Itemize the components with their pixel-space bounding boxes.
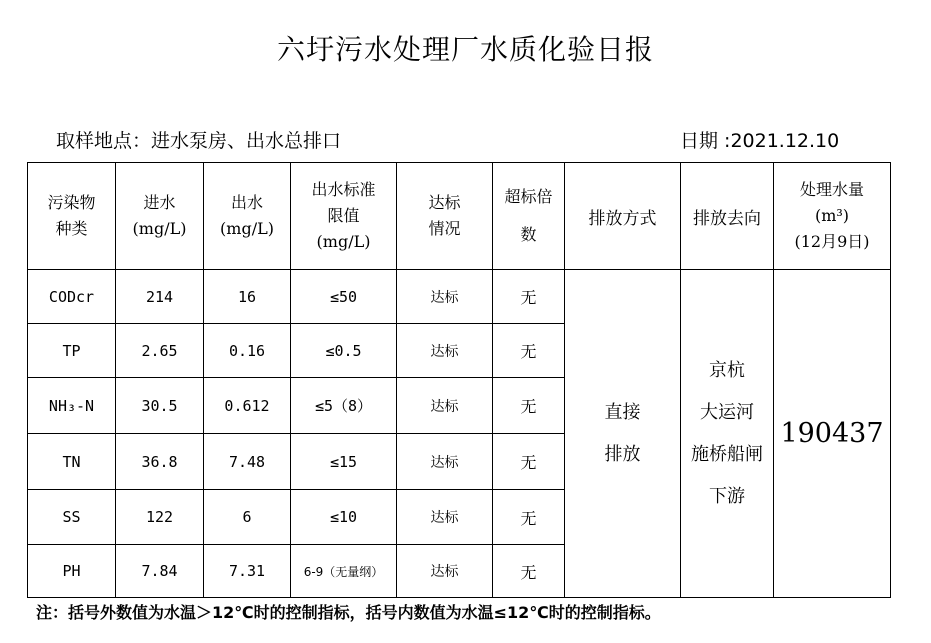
- header-volume: 处理水量 (m³) (12月9日): [774, 163, 891, 270]
- outflow-cell: 7.48: [204, 434, 291, 490]
- header-outflow: 出水 (mg/L): [204, 163, 291, 270]
- header-inflow: 进水 (mg/L): [116, 163, 204, 270]
- water-quality-table: [27, 162, 891, 598]
- limit-cell: ≤0.5: [291, 324, 397, 378]
- inflow-cell: 122: [116, 490, 204, 545]
- outflow-cell: 6: [204, 490, 291, 545]
- limit-cell: ≤15: [291, 434, 397, 490]
- inflow-cell: 7.84: [116, 545, 204, 598]
- limit-cell: ≤5（8）: [291, 378, 397, 434]
- status-cell: 达标: [397, 378, 493, 434]
- pollutant-cell: SS: [28, 490, 116, 545]
- limit-cell: ≤10: [291, 490, 397, 545]
- status-cell: 达标: [397, 545, 493, 598]
- status-cell: 达标: [397, 270, 493, 324]
- exceed-cell: 无: [493, 490, 565, 545]
- exceed-cell: 无: [493, 378, 565, 434]
- discharge-to-cell: 京杭 大运河 施桥船闸 下游: [681, 270, 774, 598]
- report-date: 日期 :2021.12.10: [680, 130, 840, 152]
- pollutant-cell: CODcr: [28, 270, 116, 324]
- outflow-cell: 7.31: [204, 545, 291, 598]
- outflow-cell: 16: [204, 270, 291, 324]
- status-cell: 达标: [397, 434, 493, 490]
- exceed-cell: 无: [493, 270, 565, 324]
- status-cell: 达标: [397, 324, 493, 378]
- header-exceed: 超标倍 数: [493, 163, 565, 270]
- exceed-cell: 无: [493, 434, 565, 490]
- outflow-cell: 0.16: [204, 324, 291, 378]
- inflow-cell: 30.5: [116, 378, 204, 434]
- inflow-cell: 214: [116, 270, 204, 324]
- exceed-cell: 无: [493, 545, 565, 598]
- header-limit: 出水标准 限值 (mg/L): [291, 163, 397, 270]
- report-title: 六圩污水处理厂水质化验日报: [276, 33, 654, 66]
- limit-cell: 6-9（无量纲）: [291, 545, 397, 598]
- header-pollutant: 污染物 种类: [28, 163, 116, 270]
- footnote: 注：括号外数值为水温＞12℃时的控制指标，括号内数值为水温≤12℃时的控制指标。: [36, 603, 661, 622]
- header-row: [28, 163, 891, 270]
- header-discharge-method: 排放方式: [565, 163, 681, 270]
- pollutant-cell: NH₃-N: [28, 378, 116, 434]
- volume-cell: 190437: [774, 270, 891, 598]
- pollutant-cell: TN: [28, 434, 116, 490]
- inflow-cell: 2.65: [116, 324, 204, 378]
- pollutant-cell: TP: [28, 324, 116, 378]
- status-cell: 达标: [397, 490, 493, 545]
- table-row: [28, 270, 891, 324]
- pollutant-cell: PH: [28, 545, 116, 598]
- header-discharge-to: 排放去向: [681, 163, 774, 270]
- limit-cell: ≤50: [291, 270, 397, 324]
- sampling-location: 取样地点：进水泵房、出水总排口: [56, 130, 342, 152]
- inflow-cell: 36.8: [116, 434, 204, 490]
- header-status: 达标 情况: [397, 163, 493, 270]
- outflow-cell: 0.612: [204, 378, 291, 434]
- discharge-method-cell: 直接 排放: [565, 270, 681, 598]
- exceed-cell: 无: [493, 324, 565, 378]
